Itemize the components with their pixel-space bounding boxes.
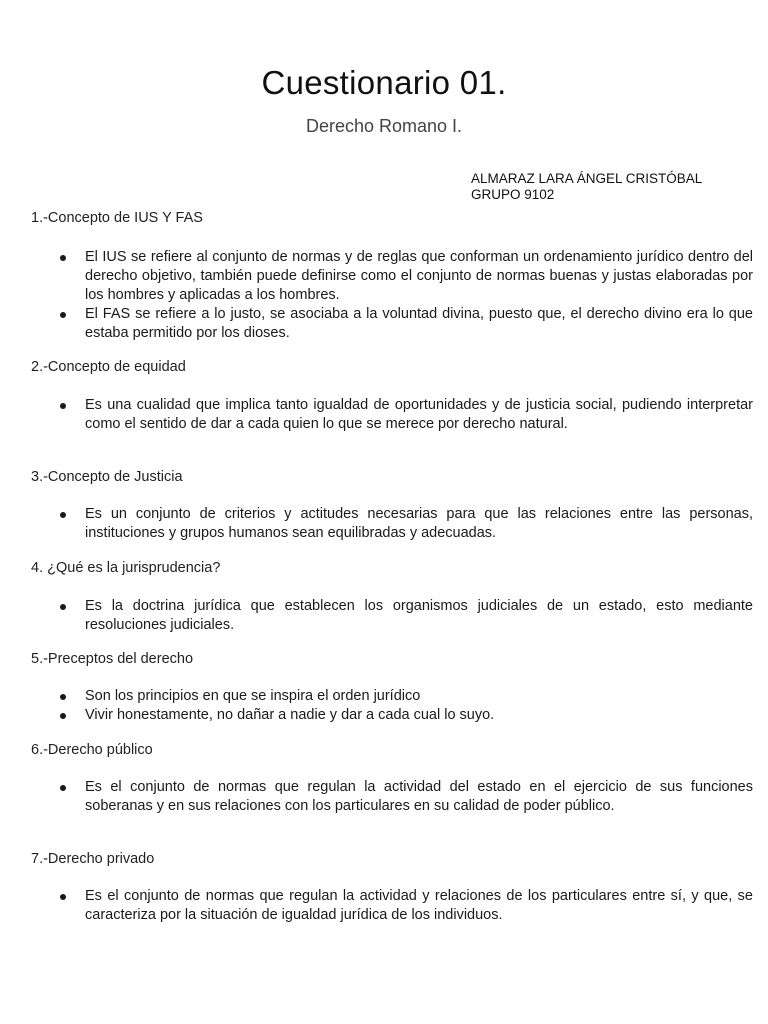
author-block [471,171,702,202]
section-heading-1: 1.-Concepto de IUS Y FAS [31,210,203,226]
section-heading-3: 3.-Concepto de Justicia [31,469,183,485]
section-heading-5: 5.-Preceptos del derecho [31,651,194,667]
list-item [56,305,753,343]
bullet-dot-icon [60,255,66,261]
list-item [56,505,753,543]
list-item [56,778,753,816]
bullet-text: Es el conjunto de normas que regulan la actividad y relaciones de los particulares entre sí, y que, se caracteriza por la situación de igualdad jurídica de los individuos. [85,888,753,923]
bullet-dot-icon [60,785,66,791]
bullet-dot-icon [60,604,66,610]
author-group: GRUPO 9102 [471,186,555,202]
bullet-dot-icon [60,512,66,518]
document-subtitle: Derecho Romano I. [305,116,463,136]
list-item [56,887,753,925]
bullet-text: Es la doctrina jurídica que establecen los organismos judiciales de un estado, esto mediante resoluciones judiciales. [85,598,753,633]
bullet-text: El FAS se refiere a lo justo, se asociaba a la voluntad divina, puesto que, el derecho divino era lo que estaba permitido por los dioses. [85,306,753,341]
list-item [56,396,753,434]
section-3-bullets [56,505,753,543]
bullet-text: Es un conjunto de criterios y actitudes necesarias para que las relaciones entre las personas, instituciones y grupos humanos sean equilibradas y adecuadas. [85,506,753,541]
bullet-text: Es una cualidad que implica tanto igualdad de oportunidades y de justicia social, pudiendo interpretar como el sentido de dar a cada quien lo que se merece por derecho natural. [85,397,753,432]
bullet-dot-icon [60,713,66,719]
bullet-text: El IUS se refiere al conjunto de normas y de reglas que conforman un ordenamiento jurídico dentro del derecho objetivo, también puede definirse como el conjunto de normas buenas y justas elaboradas por los hombres y aplicadas a los hombres. [85,249,753,303]
section-heading-6: 6.-Derecho público [31,742,153,758]
list-item [56,706,753,725]
section-2-bullets [56,396,753,434]
bullet-dot-icon [60,894,66,900]
author-name: ALMARAZ LARA ÁNGEL CRISTÓBAL [471,171,703,186]
section-heading-7: 7.-Derecho privado [31,851,155,867]
section-1-bullets [56,248,753,343]
section-5-bullets [56,687,753,725]
bullet-dot-icon [60,403,66,409]
section-6-bullets [56,778,753,816]
bullet-dot-icon [60,312,66,318]
bullet-text: Vivir honestamente, no dañar a nadie y dar a cada cual lo suyo. [85,707,495,723]
list-item [56,248,753,305]
section-heading-4: 4. ¿Qué es la jurisprudencia? [31,560,221,576]
list-item [56,687,753,706]
section-heading-2: 2.-Concepto de equidad [31,359,186,375]
bullet-text: Es el conjunto de normas que regulan la actividad del estado en el ejercicio de sus funciones soberanas y en sus relaciones con los particulares en su calidad de poder público. [85,779,753,814]
bullet-dot-icon [60,694,66,700]
section-4-bullets [56,597,753,635]
document-title: Cuestionario 01. [261,64,507,101]
bullet-text: Son los principios en que se inspira el orden jurídico [85,688,421,704]
section-7-bullets [56,887,753,925]
list-item [56,597,753,635]
